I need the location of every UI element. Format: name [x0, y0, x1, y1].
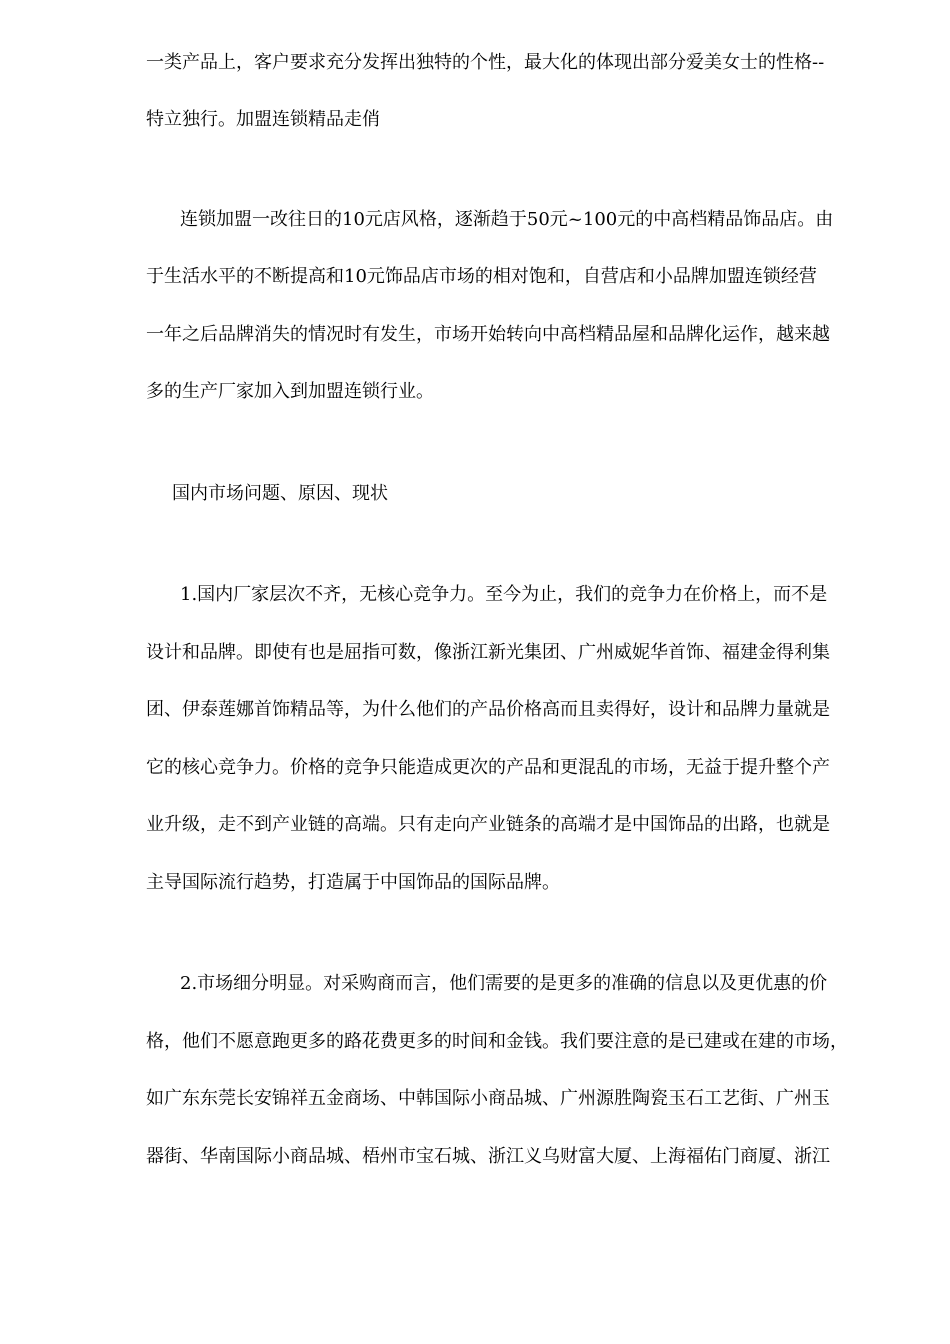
paragraph-3-line-4: 它的核心竞争力。价格的竞争只能造成更次的产品和更混乱的市场，无益于提升整个产 — [146, 757, 830, 778]
paragraph-1-line-1: 一类产品上，客户要求充分发挥出独特的个性，最大化的体现出部分爱美女士的性格-- — [146, 52, 825, 73]
paragraph-2-line-4: 多的生产厂家加入到加盟连锁行业。 — [146, 381, 434, 402]
paragraph-3-line-2: 设计和品牌。即使有也是屈指可数，像浙江新光集团、广州威妮华首饰、福建金得利集 — [146, 642, 830, 663]
paragraph-1-line-2: 特立独行。加盟连锁精品走俏 — [146, 109, 380, 130]
paragraph-3-line-1: 1.国内厂家层次不齐，无核心竞争力。至今为止，我们的竞争力在价格上，而不是 — [180, 584, 828, 605]
paragraph-2-line-2: 于生活水平的不断提高和10元饰品店市场的相对饱和，自营店和小品牌加盟连锁经营 — [146, 266, 817, 287]
paragraph-2-line-3: 一年之后品牌消失的情况时有发生，市场开始转向中高档精品屋和品牌化运作，越来越 — [146, 324, 830, 345]
paragraph-4-line-2: 格，他们不愿意跑更多的路花费更多的时间和金钱。我们要注意的是已建或在建的市场， — [146, 1031, 848, 1052]
section-heading: 国内市场问题、原因、现状 — [172, 483, 388, 504]
paragraph-3-line-6: 主导国际流行趋势，打造属于中国饰品的国际品牌。 — [146, 872, 560, 893]
paragraph-4-line-3: 如广东东莞长安锦祥五金商场、中韩国际小商品城、广州源胜陶瓷玉石工艺街、广州玉 — [146, 1088, 830, 1109]
paragraph-2-line-1: 连锁加盟一改往日的10元店风格，逐渐趋于50元~100元的中高档精品饰品店。由 — [180, 209, 834, 230]
paragraph-4-line-1: 2.市场细分明显。对采购商而言，他们需要的是更多的准确的信息以及更优惠的价 — [180, 973, 828, 994]
paragraph-3-line-3: 团、伊泰莲娜首饰精品等，为什么他们的产品价格高而且卖得好，设计和品牌力量就是 — [146, 699, 830, 720]
paragraph-4-line-4: 器街、华南国际小商品城、梧州市宝石城、浙江义乌财富大厦、上海福佑门商厦、浙江 — [146, 1146, 830, 1167]
paragraph-3-line-5: 业升级，走不到产业链的高端。只有走向产业链条的高端才是中国饰品的出路，也就是 — [146, 814, 830, 835]
